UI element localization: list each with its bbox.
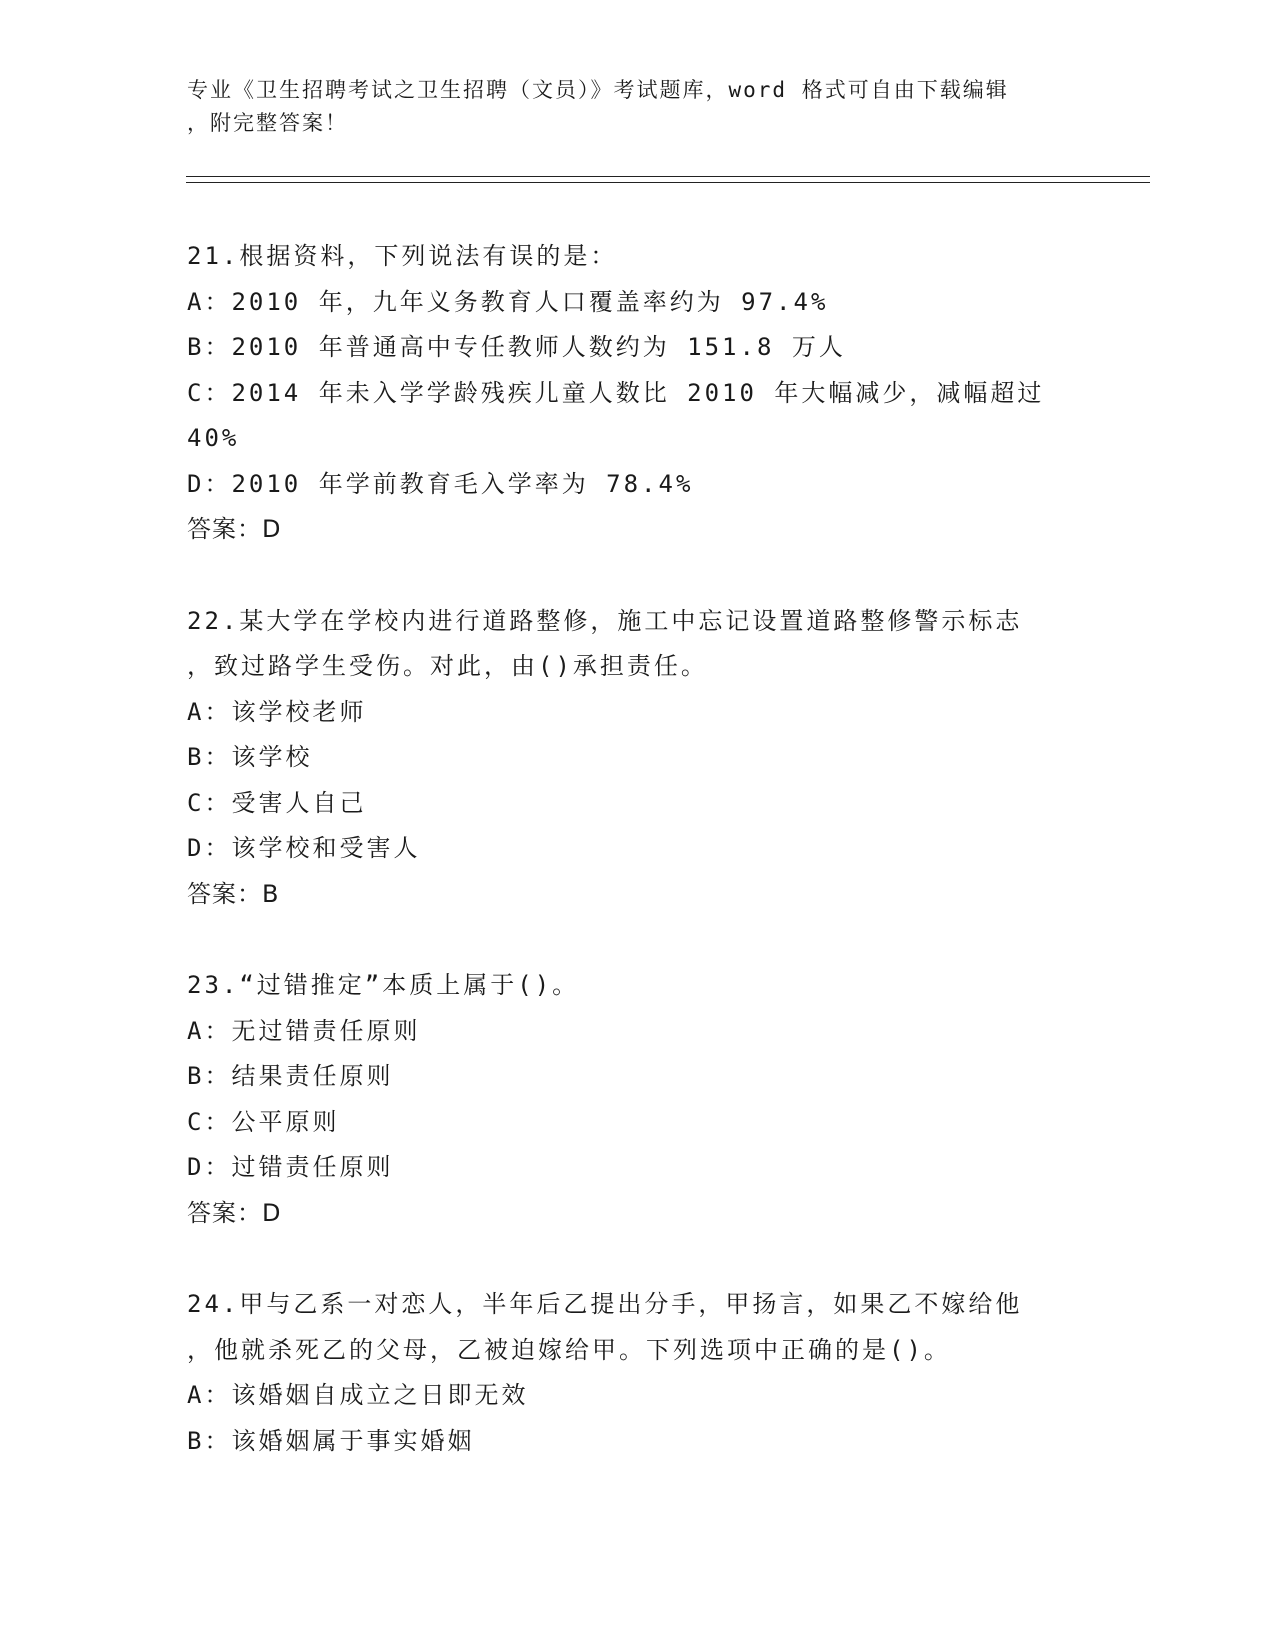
- document-header: [187, 74, 1087, 140]
- option-b: B：结果责任原则: [187, 1062, 394, 1090]
- option-a: A：该学校老师: [187, 697, 367, 726]
- option-b: B：该学校: [187, 743, 313, 771]
- option-a: A：该婚姻自成立之日即无效: [187, 1381, 529, 1409]
- question-stem-continued: ，他就杀死乙的父母，乙被迫嫁给甲。下列选项中正确的是()。: [187, 1335, 951, 1364]
- answer: 答案：D: [187, 1198, 282, 1227]
- question-stem: 21.根据资料，下列说法有误的是：: [187, 242, 618, 270]
- header-divider-top: [186, 176, 1150, 177]
- answer: 答案：B: [187, 879, 280, 908]
- question-21: [187, 234, 1087, 553]
- question-stem-continued: ，致过路学生受伤。对此，由()承担责任。: [187, 652, 708, 680]
- option-c: C：公平原则: [187, 1107, 340, 1136]
- question-22: [187, 599, 1087, 918]
- option-c: C：受害人自己: [187, 788, 367, 817]
- question-stem: 22.某大学在学校内进行道路整修，施工中忘记设置道路整修警示标志: [187, 606, 1023, 635]
- question-stem: 23.“过错推定”本质上属于()。: [187, 971, 580, 999]
- option-c: C：2014 年未入学学龄残疾儿童人数比 2010 年大幅减少，减幅超过: [187, 378, 1045, 407]
- header-line-1: 专业《卫生招聘考试之卫生招聘（文员）》考试题库，word 格式可自由下载编辑: [187, 78, 1009, 102]
- option-d: D：该学校和受害人: [187, 834, 421, 862]
- question-23: [187, 963, 1087, 1236]
- question-24: [187, 1282, 1087, 1464]
- question-stem: 24.甲与乙系一对恋人，半年后乙提出分手，甲扬言，如果乙不嫁给他: [187, 1290, 1023, 1318]
- option-d: D：过错责任原则: [187, 1153, 394, 1181]
- option-b: B：该婚姻属于事实婚姻: [187, 1426, 475, 1455]
- option-a: A：无过错责任原则: [187, 1016, 421, 1045]
- header-line-2: ，附完整答案！: [187, 111, 348, 135]
- option-a: A：2010 年，九年义务教育人口覆盖率约为 97.4%: [187, 287, 829, 316]
- question-list: [187, 234, 1087, 1510]
- option-d: D：2010 年学前教育毛入学率为 78.4%: [187, 469, 694, 498]
- option-c-continued: 40%: [187, 424, 240, 452]
- answer: 答案：D: [187, 515, 282, 543]
- header-divider-bottom: [186, 182, 1150, 183]
- option-b: B：2010 年普通高中专任教师人数约为 151.8 万人: [187, 333, 846, 361]
